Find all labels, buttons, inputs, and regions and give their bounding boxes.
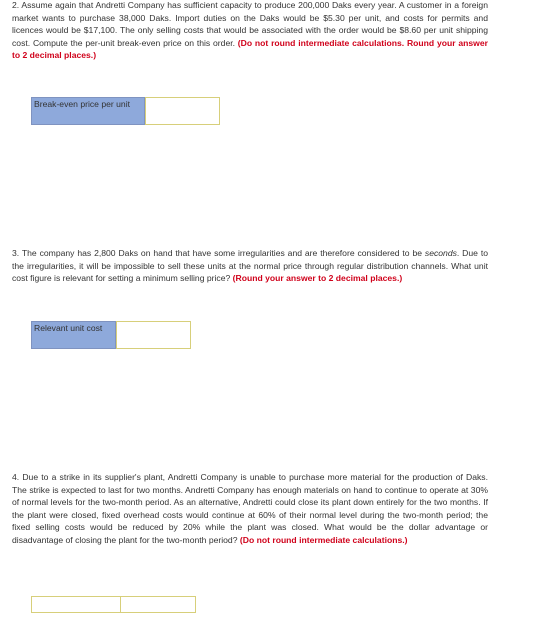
question-4 [12,471,488,546]
question-4-number: 4. [12,472,20,482]
relevant-cost-answer-row [31,321,191,349]
closing-plant-input[interactable] [121,596,196,613]
question-3-text-after: . Due to the irregularities, it will be impossible to sell these units at the normal price through regular distribution channels. What unit cost figure is relevant for setting a minimum selling price? [12,248,488,283]
relevant-cost-label: Relevant unit cost [31,321,116,349]
question-4-text: Due to a strike in its supplier's plant, Andretti Company is unable to purchase more material for the production of Daks. The strike is expected to last for two months. Andretti Company has enough materials on hand to continue to operate at 30% of normal levels for the two-month period. As an alternative, Andretti could close its plant down entirely for the two months. If the plant were closed, fixed overhead costs would continue at 60% of their normal level during the two-month period; the fixed selling costs would be reduced by 20% while the plant was closed. What would be the dollar advantage or disadvantage of closing the plant for the two-month period? [12,472,488,545]
closing-plant-answer-row [31,596,196,613]
question-3-note: (Round your answer to 2 decimal places.) [232,273,403,283]
question-3-emphasis: seconds [424,248,457,258]
question-2-text: Assume again that Andretti Company has sufficient capacity to produce 200,000 Daks every year. A customer in a foreign market wants to purchase 38,000 Daks. Import duties on the Daks would be $5.30 per unit, and costs for permits and licences would be $17,100. The only selling costs that would be associated with the order would be $8.60 per unit shipping cost. Compute the per-unit break-even price on this order. [12,0,488,48]
question-3 [12,247,488,285]
break-even-answer-row [31,97,220,125]
question-3-number: 3. [12,248,20,258]
question-3-text-before: The company has 2,800 Daks on hand that have some irregularities and are therefore considered to be [21,248,425,258]
advantage-select[interactable] [31,596,121,613]
break-even-input[interactable] [145,97,220,125]
relevant-cost-input[interactable] [116,321,191,349]
question-2-number: 2. [12,0,20,10]
question-2-note: (Do not round intermediate calculations. Round your answer to 2 decimal places.) [12,37,488,60]
question-2 [12,0,488,62]
question-4-note: (Do not round intermediate calculations.) [239,534,408,545]
break-even-label: Break-even price per unit [31,97,145,125]
